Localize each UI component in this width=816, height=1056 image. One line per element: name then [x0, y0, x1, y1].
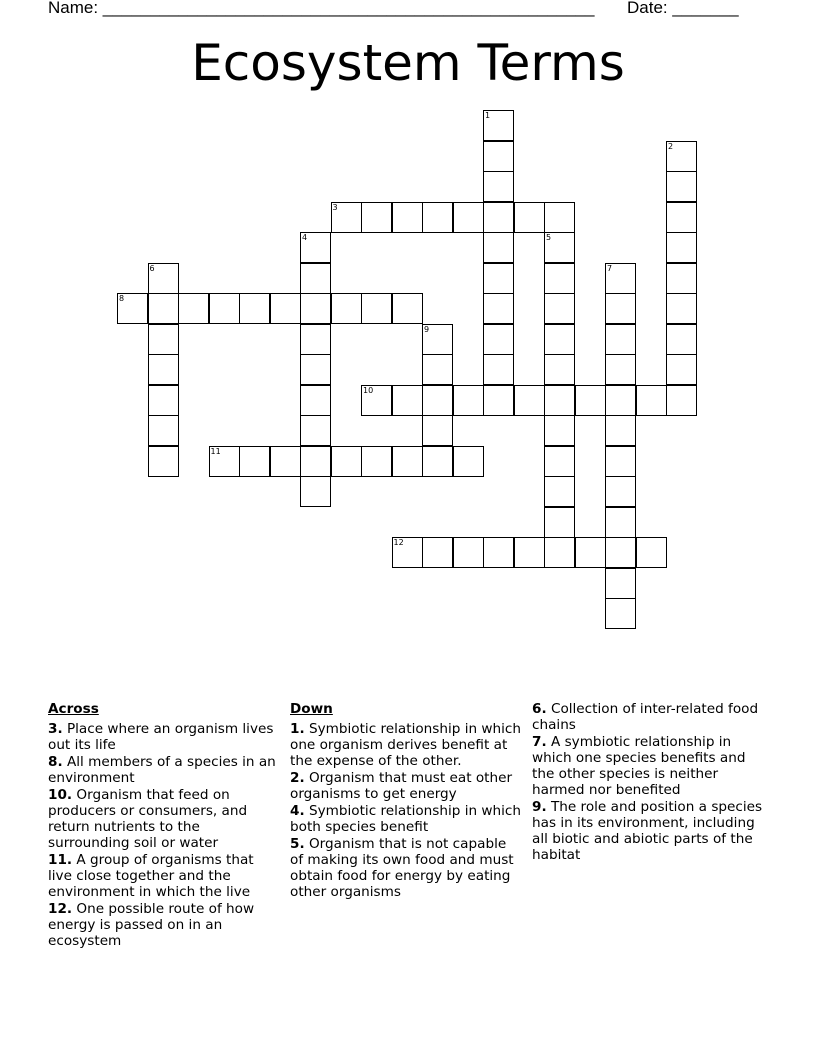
crossword-cell[interactable]: [483, 324, 514, 355]
crossword-cell[interactable]: [605, 415, 636, 446]
crossword-cell[interactable]: [300, 415, 331, 446]
crossword-cell[interactable]: [544, 293, 575, 324]
clue-item: [532, 701, 764, 733]
crossword-cell[interactable]: [239, 293, 270, 324]
across-clues: [48, 701, 280, 950]
crossword-cell[interactable]: [392, 385, 423, 416]
crossword-cell[interactable]: [422, 537, 453, 568]
clue-item-text: A symbiotic relationship in which one species benefits and the other species is neither harmed nor benefited: [532, 734, 746, 798]
crossword-cell[interactable]: [422, 324, 453, 355]
crossword-cell[interactable]: [178, 293, 209, 324]
crossword-cell[interactable]: [605, 568, 636, 599]
crossword-cell[interactable]: [514, 537, 545, 568]
crossword-cell[interactable]: [544, 446, 575, 477]
clue-item: [48, 787, 280, 851]
crossword-cell[interactable]: [544, 232, 575, 263]
crossword-cell[interactable]: [300, 446, 331, 477]
crossword-cell[interactable]: [300, 385, 331, 416]
clue-item-number: 4.: [290, 803, 305, 819]
clue-item-text: Symbiotic relationship in which one organism derives benefit at the expense of the other.: [290, 721, 522, 769]
down-heading: Down: [290, 701, 333, 717]
clue-item-number: 2.: [290, 770, 305, 786]
clue-item-number: 7.: [532, 734, 547, 750]
crossword-cell[interactable]: [666, 263, 697, 294]
crossword-cell[interactable]: [422, 446, 453, 477]
crossword-cell[interactable]: [575, 385, 606, 416]
clue-number: 12: [393, 538, 404, 547]
clue-item-number: 10.: [48, 787, 73, 803]
crossword-cell[interactable]: [544, 537, 575, 568]
crossword-cell[interactable]: [636, 537, 667, 568]
clue-item: [290, 836, 522, 900]
crossword-cell[interactable]: [483, 263, 514, 294]
crossword-cell[interactable]: [605, 537, 636, 568]
down-clues: [290, 701, 522, 901]
across-clue-list: [48, 721, 280, 949]
crossword-cell[interactable]: [483, 110, 514, 141]
clue-item-number: 5.: [290, 836, 305, 852]
clue-item-number: 11.: [48, 852, 73, 868]
crossword-cell[interactable]: [483, 202, 514, 233]
crossword-cell[interactable]: [514, 202, 545, 233]
clue-item-number: 8.: [48, 754, 63, 770]
clue-item-text: One possible route of how energy is passed on in an ecosystem: [48, 901, 255, 949]
crossword-cell[interactable]: [666, 202, 697, 233]
clue-item: [48, 721, 280, 753]
clue-item-number: 9.: [532, 799, 547, 815]
crossword-cell[interactable]: [666, 232, 697, 263]
clue-item-text: Organism that is not capable of making its own food and must obtain food for energy by eating other organisms: [290, 836, 514, 900]
crossword-cell[interactable]: [209, 446, 240, 477]
crossword-cell[interactable]: [148, 354, 179, 385]
across-heading: Across: [48, 701, 99, 717]
crossword-cell[interactable]: [239, 446, 270, 477]
crossword-cell[interactable]: [361, 202, 392, 233]
clue-number: 11: [210, 446, 221, 456]
crossword-cell[interactable]: [331, 293, 362, 324]
crossword-cell[interactable]: [361, 446, 392, 477]
clue-item-text: Collection of inter-related food chains: [532, 701, 759, 733]
crossword-cell[interactable]: [605, 385, 636, 416]
crossword-cell[interactable]: [605, 476, 636, 507]
clue-item-text: The role and position a species has in its environment, including all biotic and abiotic parts of the habitat: [532, 799, 763, 863]
date-field-label[interactable]: Date: _______: [627, 0, 739, 17]
clue-item-text: A group of organisms that live close together and the environment in which the live: [48, 852, 254, 900]
crossword-cell[interactable]: [483, 354, 514, 385]
crossword-cell[interactable]: [605, 507, 636, 538]
crossword-cell[interactable]: [148, 263, 179, 294]
crossword-cell[interactable]: [605, 446, 636, 477]
crossword-cell[interactable]: [636, 385, 667, 416]
crossword-cell[interactable]: [544, 385, 575, 416]
crossword-cell[interactable]: [148, 446, 179, 477]
clue-item-number: 6.: [532, 701, 547, 717]
crossword-cell[interactable]: [483, 293, 514, 324]
clue-number: 1: [485, 111, 491, 120]
crossword-cell[interactable]: [270, 293, 301, 324]
crossword-cell[interactable]: [514, 385, 545, 416]
clue-item: [532, 734, 764, 798]
crossword-cell[interactable]: [422, 202, 453, 233]
clue-number: 10: [363, 385, 374, 395]
crossword-cell[interactable]: [148, 385, 179, 416]
down-clue-list-continued: [532, 701, 764, 863]
crossword-cell[interactable]: [453, 385, 484, 416]
crossword-cell[interactable]: [422, 385, 453, 416]
crossword-cell[interactable]: [422, 415, 453, 446]
crossword-cell[interactable]: [544, 354, 575, 385]
crossword-cell[interactable]: [270, 446, 301, 477]
clue-item: [48, 901, 280, 949]
crossword-cell[interactable]: [666, 324, 697, 355]
crossword-cell[interactable]: [666, 385, 697, 416]
name-field-label[interactable]: Name: ____________________________________________________: [48, 0, 595, 17]
clue-item: [48, 852, 280, 900]
crossword-cell[interactable]: [453, 537, 484, 568]
crossword-cell[interactable]: [605, 263, 636, 294]
crossword-cell[interactable]: [666, 354, 697, 385]
crossword-cell[interactable]: [331, 446, 362, 477]
clue-item: [290, 721, 522, 769]
crossword-cell[interactable]: [392, 446, 423, 477]
clue-number: 7: [607, 263, 613, 273]
crossword-cell[interactable]: [605, 354, 636, 385]
clue-item: [290, 770, 522, 802]
crossword-cell[interactable]: [666, 141, 697, 172]
crossword-cell[interactable]: [422, 354, 453, 385]
clue-item: [290, 803, 522, 835]
crossword-cell[interactable]: [483, 537, 514, 568]
crossword-cell[interactable]: [544, 202, 575, 233]
clue-number: 3: [332, 202, 338, 212]
crossword-cell[interactable]: [453, 202, 484, 233]
page-title: Ecosystem Terms: [191, 34, 625, 92]
crossword-cell[interactable]: [300, 354, 331, 385]
crossword-cell[interactable]: [483, 232, 514, 263]
crossword-cell[interactable]: [331, 202, 362, 233]
clue-item: [532, 799, 764, 863]
crossword-cell[interactable]: [148, 324, 179, 355]
crossword-cell[interactable]: [361, 385, 392, 416]
crossword-cell[interactable]: [148, 293, 179, 324]
clue-item-number: 12.: [48, 901, 73, 917]
crossword-cell[interactable]: [392, 293, 423, 324]
crossword-cell[interactable]: [300, 263, 331, 294]
clue-number: 5: [546, 233, 552, 242]
crossword-cell[interactable]: [117, 293, 148, 324]
clue-item-number: 1.: [290, 721, 305, 737]
crossword-cell[interactable]: [453, 446, 484, 477]
crossword-cell[interactable]: [544, 415, 575, 446]
crossword-cell[interactable]: [544, 476, 575, 507]
crossword-cell[interactable]: [575, 537, 606, 568]
crossword-cell[interactable]: [392, 202, 423, 233]
clue-item-text: Symbiotic relationship in which both species benefit: [290, 803, 522, 835]
crossword-cell[interactable]: [544, 324, 575, 355]
crossword-cell[interactable]: [148, 415, 179, 446]
crossword-cell[interactable]: [300, 324, 331, 355]
crossword-cell[interactable]: [483, 141, 514, 172]
clue-item-text: All members of a species in an environment: [48, 754, 276, 786]
crossword-cell[interactable]: [666, 293, 697, 324]
crossword-cell[interactable]: [605, 598, 636, 629]
clue-item-number: 3.: [48, 721, 63, 737]
crossword-cell[interactable]: [544, 507, 575, 538]
crossword-cell[interactable]: [300, 232, 331, 263]
down-clue-list: [290, 721, 522, 900]
crossword-cell[interactable]: [605, 293, 636, 324]
crossword-cell[interactable]: [300, 476, 331, 507]
crossword-cell[interactable]: [361, 293, 392, 324]
crossword-cell[interactable]: [483, 385, 514, 416]
clue-item: [48, 754, 280, 786]
clue-item-text: Organism that feed on producers or consumers, and return nutrients to the surrounding soil or water: [48, 787, 248, 851]
clue-number: 8: [119, 294, 125, 303]
clue-number: 9: [424, 324, 430, 334]
crossword-cell[interactable]: [605, 324, 636, 355]
clue-number: 4: [302, 233, 308, 242]
down-clues-continued: [532, 701, 764, 864]
crossword-cell[interactable]: [392, 537, 423, 568]
clue-number: 6: [149, 263, 155, 273]
clue-item-text: Organism that must eat other organisms to get energy: [290, 770, 513, 802]
crossword-cell[interactable]: [300, 293, 331, 324]
crossword-cell[interactable]: [209, 293, 240, 324]
crossword-cell[interactable]: [544, 263, 575, 294]
crossword-cell[interactable]: [483, 171, 514, 202]
clue-item-text: Place where an organism lives out its life: [48, 721, 274, 753]
clue-number: 2: [668, 141, 674, 151]
crossword-cell[interactable]: [666, 171, 697, 202]
